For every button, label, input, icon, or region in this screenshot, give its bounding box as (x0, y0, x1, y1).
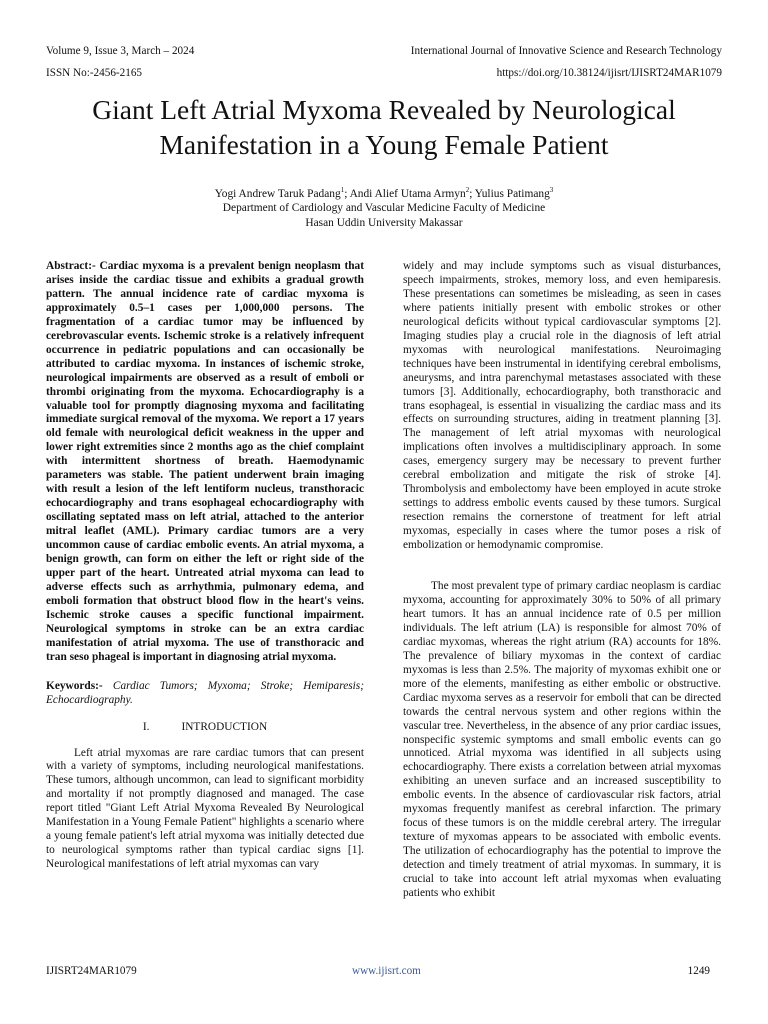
header-doi[interactable]: https://doi.org/10.38124/ijisrt/IJISRT24MAR1079 (496, 67, 722, 79)
section-number: I. (142, 720, 150, 733)
keywords-text: Cardiac Tumors; Myxoma; Stroke; Hemiparesis; Echocardiography. (46, 679, 364, 706)
title-line-2: Manifestation in a Young Female Patient (159, 129, 609, 160)
section-heading (46, 721, 364, 735)
author-3: ; Yulius Patimang (469, 188, 550, 200)
keywords-label: Keywords:- (46, 679, 103, 692)
author-department: Department of Cardiology and Vascular Medicine Faculty of Medicine (222, 202, 546, 215)
abstract: Abstract:- Cardiac myxoma is a prevalent benign neoplasm that arises inside the cardiac tissue and exhibits a gradual growth pattern. The annual incidence rate of cardiac myxoma is approximately 0.5–1 cases per 1,000,000 persons. The fragmentation of a cardiac tumor may be influenced by cerebrovascular events. Ischemic stroke is a relatively infrequent occurrence in pediatric populations and can occasionally be attributed to cardiac myxoma. In instances of ischemic stroke, neurological impairments are observed as a result of emboli or thrombi originating from the myxoma. Echocardiography is a valuable tool for promptly diagnosing myxoma and facilitating immediate surgical removal of the myxoma. We report a 17 years old female with neurological deficit weakness in the upper and lower right extremities since 2 months ago as the chief complaint with intermittent shortness of breath. Haemodynamic parameters was stable. The patient underwent brain imaging with result a lesion of the left lentiform nucleus, transthoracic echocardiography and trans esophageal echocardiography with oscillating septated mass on left atrial, attached to the anterior mitral leaflet (AML). Primary cardiac tumors are a very uncommon cause of cardiac embolic events. An atrial myxoma, a benign growth, can form on either the left or right side of the upper part of the heart. Untreated atrial myxoma can lead to adverse effects such as arrhythmia, pulmonary edema, and emboli formation that obstruct blood flow in the heart's veins. Ischemic stroke causes a specific functional impairment. Neurological symptoms in stroke can be an extra cardiac manifestation of atrial myxoma. The use of transthoracic and tran seso phageal is important in diagnosing atrial myxoma. (46, 260, 364, 663)
intro-paragraph-1: Left atrial myxomas are rare cardiac tumors that can present with a variety of symptoms, including neurological manifestations. These tumors, although uncommon, can lead to significant morbidity and mortality if not promptly diagnosed and managed. The case report titled "Giant Left Atrial Myxoma Revealed By Neurological Manifestation in a Young Female Patient" highlights a scenario where a young female patient's left atrial myxoma was initially detected due to neurological symptoms rather than typical cardiac signs [1]. Neurological manifestations of left atrial myxomas can vary (46, 746, 364, 871)
footer-page-number: 1249 (687, 965, 710, 977)
footer-site-link[interactable]: www.ijisrt.com (352, 965, 421, 977)
footer-id: IJISRT24MAR1079 (46, 965, 137, 977)
header-issn: ISSN No:-2456-2165 (46, 67, 143, 79)
paper-title (30, 92, 738, 162)
author-1: Yogi Andrew Taruk Padang (214, 188, 341, 200)
author-names (80, 187, 688, 201)
intro-paragraph-2: widely and may include symptoms such as visual disturbances, speech impairments, strokes, memory loss, and even hemiparesis. These presentations can sometimes be misleading, as seen in cases where patients initially present with embolic strokes or other neurological deficits without typical cardiovascular symptoms [2]. Imaging studies play a crucial role in the diagnosis of left atrial myxomas with neurological manifestations. Neuroimaging techniques have been instrumental in identifying cerebral embolisms, aneurysms, and intra parenchymal metastases associated with these tumors [3]. Additionally, echocardiography, both transthoracic and trans esophageal, is essential in visualizing the cardiac mass and its effects on surrounding structures, aiding in treatment planning [3]. The management of left atrial myxomas with neurological implications often involves a multidisciplinary approach. In some cases, emergency surgery may be necessary to prevent further cerebral embolization and mitigate the risk of stroke [4]. Thrombolysis and embolectomy have been employed in acute stroke settings to address embolic events caused by these tumors. Surgical resection remains the cornerstone of treatment for left atrial myxomas, especially in cases where the tumor poses a risk of embolization or hemodynamic compromise. (403, 260, 721, 552)
author-block (80, 187, 688, 230)
author-3-affiliation: 3 (549, 186, 554, 195)
header-volume: Volume 9, Issue 3, March – 2024 (46, 45, 195, 57)
author-2-affiliation: 2 (465, 186, 470, 195)
right-column (403, 260, 721, 901)
intro-paragraph-3: The most prevalent type of primary cardiac neoplasm is cardiac myxoma, accounting for approximately 30% to 50% of all primary heart tumors. It has an annual incidence rate of 0.5 per million individuals. The left atrium (LA) is responsible for almost 70% of cardiac myxomas, whereas the right atrium (RA) accounts for 18%. The prevalence of biliary myxomas in the context of cardiac myxomas is less than 2.5%. The majority of myxomas exhibit one or more of the elements, manifesting as either embolic or obstructive. Cardiac myxoma serves as a reservoir for emboli that can be directed towards the central nervous system and other regions within the vascular tree. Nevertheless, in the absence of any prior cardiac issues, nonspecific systemic symptoms and small embolic events can go unnoticed. Atrial myxoma was identified in all subjects using echocardiography. There exists a correlation between atrial myxomas exhibiting an uneven surface and an increased susceptibility to embolic events. In the absence of cardiovascular risk factors, atrial myxomas frequently manifest as cerebral infarction. The primary focus of these tumors is on the middle cerebral artery. The irregular texture of myxomas appears to be associated with embolic events. The utilization of echocardiography has the potential to improve the detection and timely treatment of atrial myxomas. In summary, it is crucial to take into account left atrial myxomas when evaluating patients who exhibit (403, 580, 721, 899)
author-university: Hasan Uddin University Makassar (305, 216, 463, 229)
title-line-1: Giant Left Atrial Myxoma Revealed by Neurological (92, 94, 676, 125)
header-journal: International Journal of Innovative Science and Research Technology (410, 45, 722, 57)
keywords (46, 680, 364, 708)
author-2: ; Andi Alief Utama Armyn (344, 188, 466, 200)
author-1-affiliation: 1 (340, 186, 345, 195)
section-title: INTRODUCTION (181, 720, 268, 733)
left-column (46, 260, 364, 872)
